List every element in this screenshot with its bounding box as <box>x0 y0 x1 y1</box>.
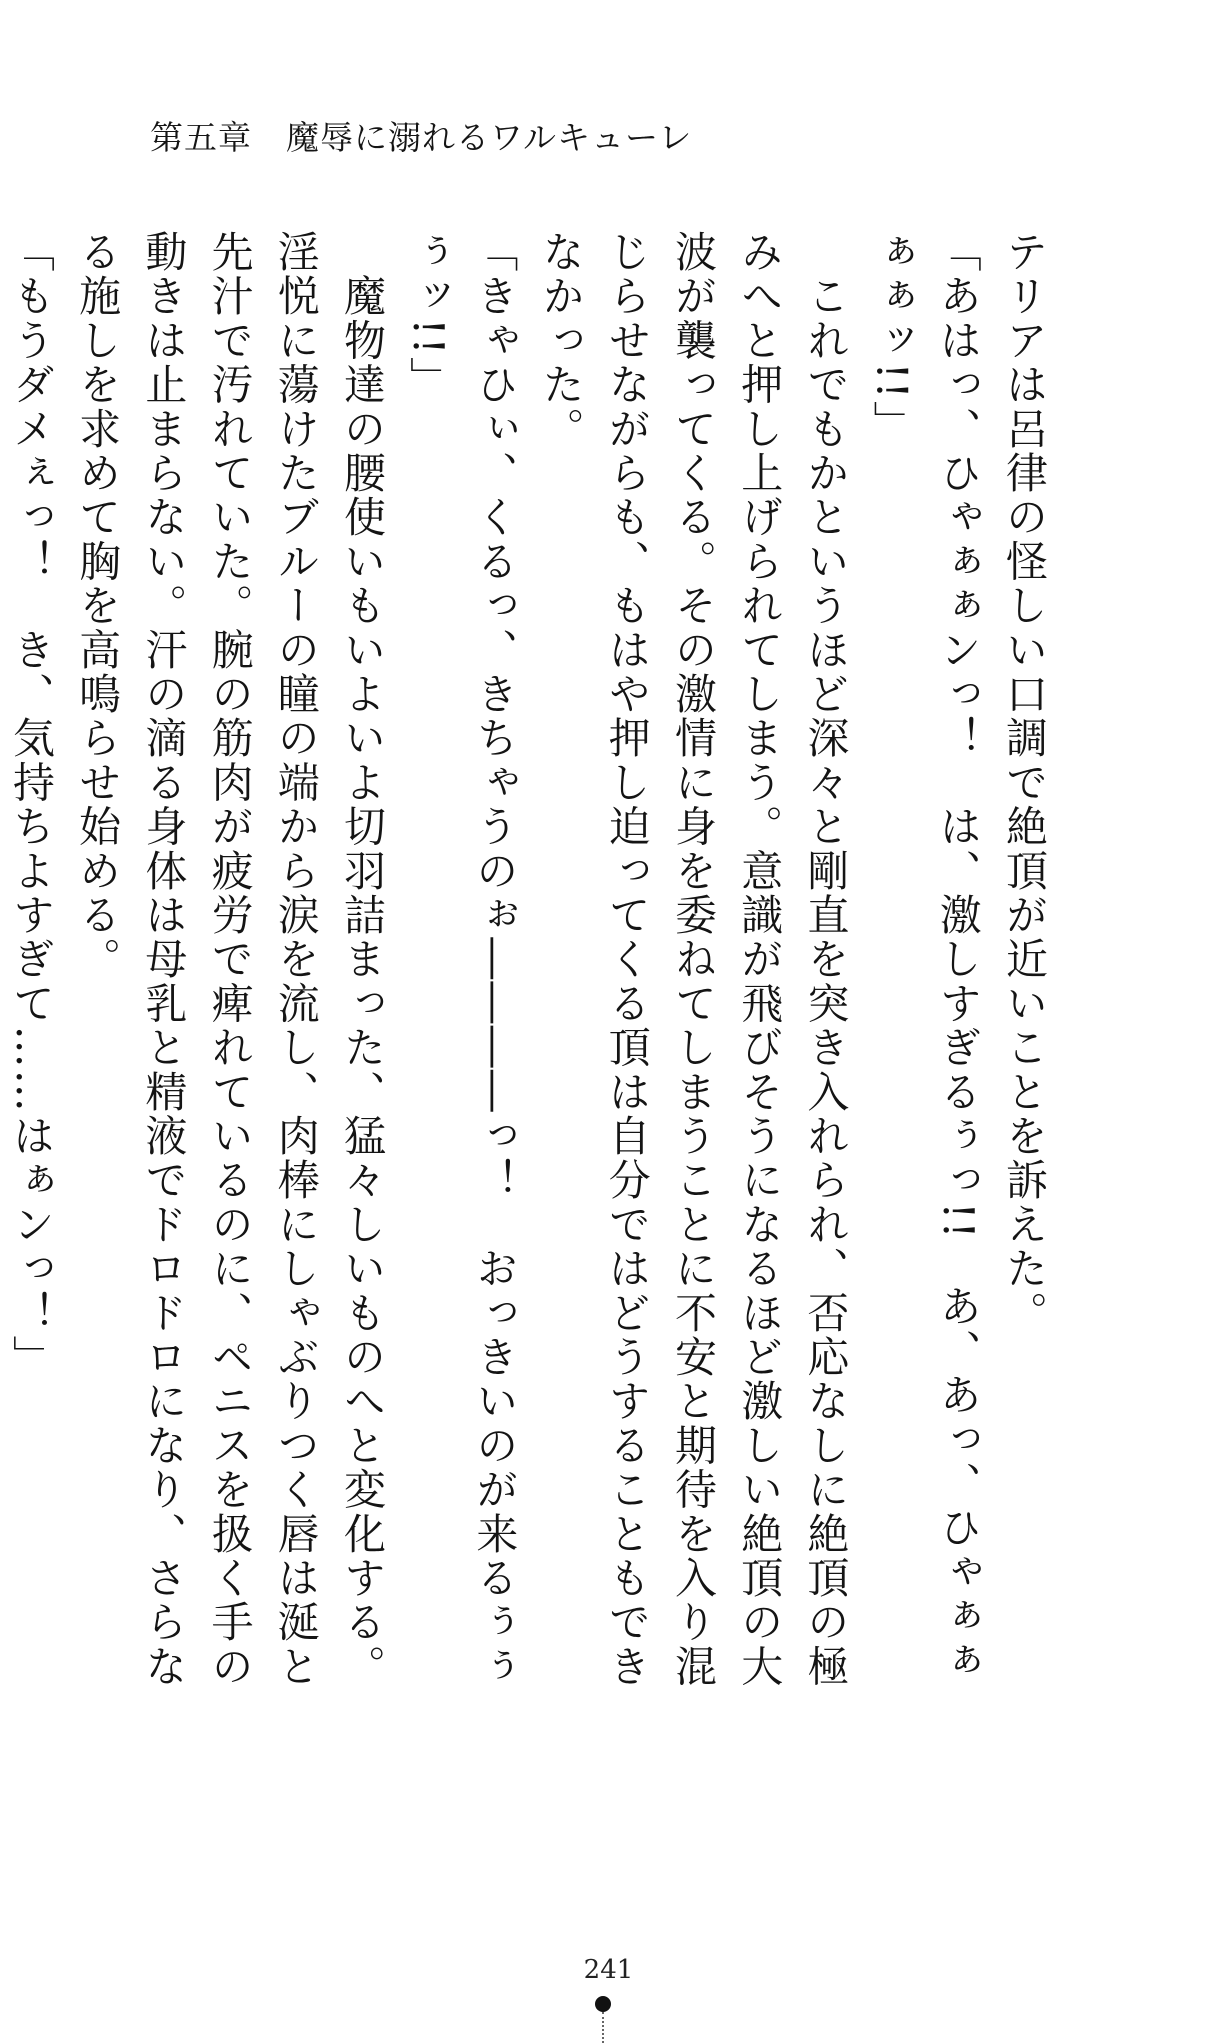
page-marker-dot-icon <box>595 1996 611 2012</box>
paragraph-3: 魔物達の腰使いもいよいよ切羽詰まった、猛々しいものへと変化する。淫悦に蕩けたブルーの瞳の端から涙を流し、肉棒にしゃぶりつく唇は涎と先汁で汚れていた。腕の筋肉が疲労で痺れているのに、ペニスを扱く手の動きは止まらない。汗の滴る身体は母乳と精液でドロドロになり、さらなる施しを求めて胸を高鳴らせ始める。 <box>73 230 387 1689</box>
dialogue-1: 「あはっ、ひゃぁぁンっ！ は、激しすぎるぅっ!! あ、あっ、ひゃぁぁぁぁッ!!」 <box>867 230 983 1683</box>
page-number: 241 <box>583 1955 634 1985</box>
vertical-body-text <box>6 230 1057 1700</box>
paragraph-1: テリアは呂律の怪しい口調で絶頂が近いことを訴えた。 <box>1000 230 1049 1335</box>
dialogue-2: 「きゃひぃ、くるっ、きちゃうのぉ――――っ！ おっきいのが来るぅぅぅッ!!」 <box>404 230 520 1689</box>
dialogue-3: 「もうダメぇっ！ き、気持ちよすぎて……はぁンっ！」 <box>6 230 56 1380</box>
paragraph-2: これでもかというほど深々と剛直を突き入れられ、否応なしに絶頂の極みへと押し上げられてしまう。意識が飛びそうになるほど激しい絶頂の大波が襲ってくる。その激情に身を委ねてしまうことに不安と期待を入り混じらせながらも、もはや押し迫ってくる頂は自分ではどうすることもできなかった。 <box>536 230 851 1689</box>
page-marker-dotted-line <box>602 2012 604 2043</box>
chapter-running-head: 第五章 魔辱に溺れるワルキューレ <box>150 118 693 157</box>
